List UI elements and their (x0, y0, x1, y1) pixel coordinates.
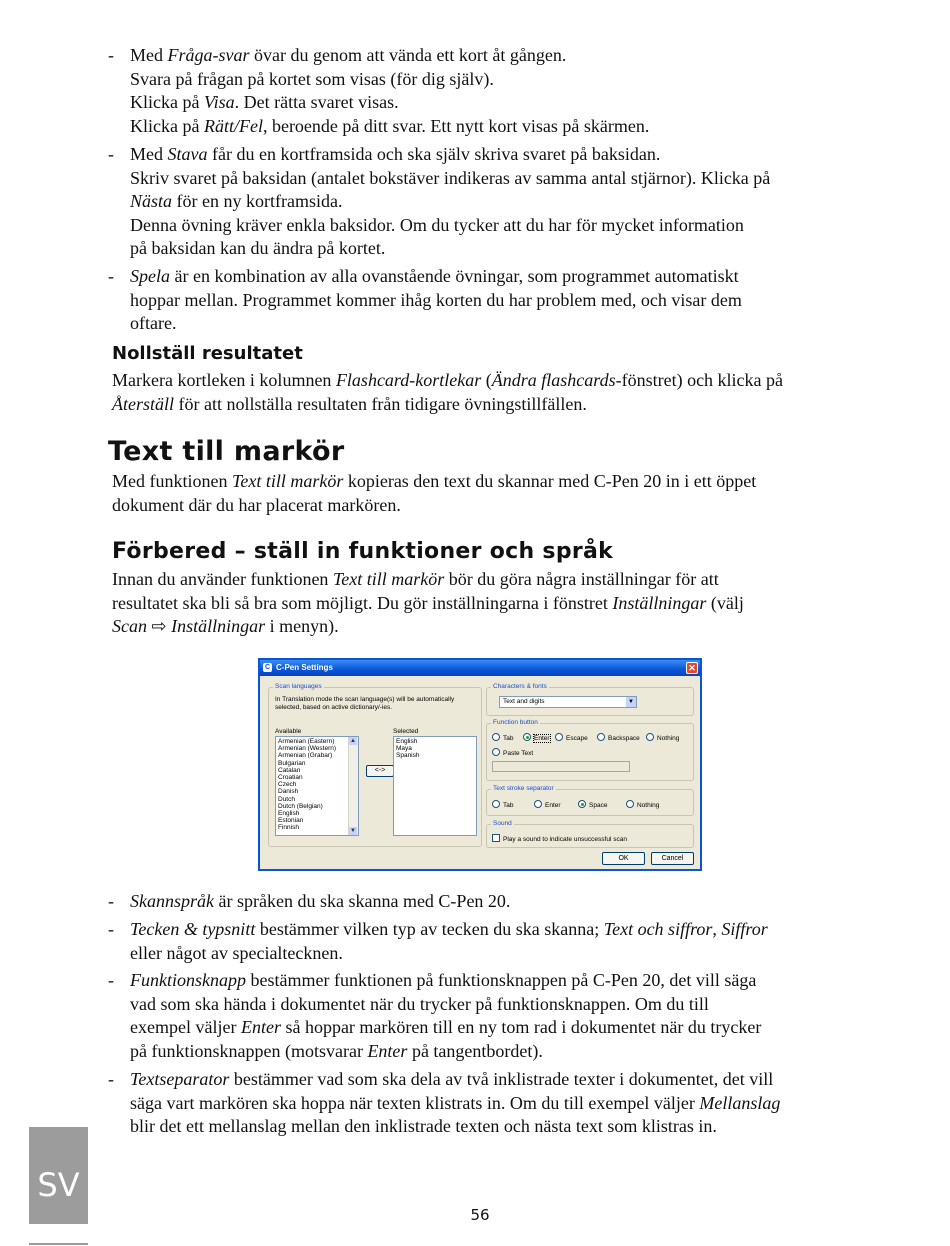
available-languages-list[interactable] (275, 736, 359, 836)
text-line (112, 568, 852, 592)
swap-languages-button[interactable]: <-> (366, 765, 394, 777)
text-run: (välj (706, 592, 744, 613)
radio-circle-icon (492, 748, 500, 756)
text-line (130, 167, 848, 191)
emphasized-term: Enter (240, 1017, 281, 1037)
radio-label: Nothing (637, 802, 660, 809)
text-run: Skriv svaret på baksidan (antalet bokstäver indikeras av samma antal stjärnor). Klicka på (130, 167, 771, 188)
dialog-titlebar (260, 660, 700, 676)
emphasized-term: Textseparator (130, 1069, 230, 1089)
text-line (112, 615, 852, 639)
text-line (130, 237, 848, 261)
sound-checkbox-label: Play a sound to indicate unsuccessful scan (503, 836, 627, 843)
bullet-dash: - (108, 45, 114, 65)
radio-circle-icon (492, 733, 500, 741)
text-run: resultatet ska bli så bra som möjligt. Du gör inställningarna i fönstret (112, 592, 613, 613)
radio-label: Enter (534, 735, 550, 742)
text-line (130, 993, 848, 1017)
text-line (112, 592, 852, 616)
text-line (130, 1115, 848, 1139)
text-run: hoppar mellan. Programmet kommer ihåg korten du har problem med, och visar dem (130, 289, 742, 310)
emphasized-term: Scan (112, 616, 147, 636)
radio-paste-text-label: Paste Text (503, 750, 534, 757)
text-line (130, 44, 848, 68)
text-run: Med funktionen (112, 471, 232, 491)
radio-label: Escape (566, 735, 588, 742)
language-list-item[interactable]: Dutch (278, 795, 295, 803)
bullet-text (130, 265, 848, 336)
language-list-item[interactable]: English (278, 810, 300, 818)
text-line (130, 312, 848, 336)
emphasized-term: Skannspråk (130, 891, 214, 911)
available-label: Available (275, 728, 302, 735)
bullet-item-textseparator (108, 1068, 848, 1139)
text-line (130, 890, 848, 914)
emphasized-term: Spela (130, 266, 170, 286)
bullet-dash: - (108, 144, 114, 164)
text-line (112, 369, 852, 393)
emphasized-term: Text till markör (332, 569, 445, 589)
characters-select[interactable] (499, 696, 637, 708)
language-tab-label: SV (37, 1166, 80, 1204)
radio-enter[interactable] (523, 733, 550, 743)
text-line (112, 470, 852, 494)
language-list-item[interactable]: Armenian (Grabar) (278, 752, 333, 760)
sound-checkbox[interactable] (492, 834, 627, 844)
emphasized-term: Text och siffror (603, 919, 713, 939)
text-run: Markera kortleken i kolumnen (112, 370, 336, 390)
scan-info-text: In Translation mode the scan language(s) will be automatically selected, based on active dictionary/-ies. (275, 696, 455, 711)
text-run: får du en kortframsida och ska själv skriva svaret på baksidan. (207, 144, 661, 164)
emphasized-term: Stava (167, 144, 208, 164)
radio-circle-icon (523, 733, 531, 741)
bullet-dash: - (108, 919, 114, 939)
settings-dialog (258, 658, 702, 871)
text-run: Med (130, 144, 168, 164)
paragraph-prepare (112, 568, 852, 639)
text-run: bestämmer vad som ska dela av två inklistrade texter i dokumentet, det vill (229, 1069, 774, 1089)
scan-languages-legend: Scan languages (275, 683, 322, 690)
text-run: Denna övning kräver enkla baksidor. Om du tycker att du har för mycket information (130, 214, 744, 235)
text-run: vad som ska hända i dokumentet när du trycker på funktionsknappen. Om du till (130, 993, 709, 1014)
radio-circle-icon (626, 800, 634, 808)
language-list-item[interactable]: Catalan (278, 766, 301, 774)
text-line (130, 1068, 848, 1092)
close-icon[interactable]: ✕ (686, 662, 698, 674)
emphasized-term: Enter (367, 1040, 408, 1061)
language-list-item[interactable]: Estonian (278, 817, 304, 825)
text-run: dokument där du har placerat markören. (112, 494, 401, 515)
text-line (130, 91, 848, 115)
emphasized-term: Mellanslag (699, 1092, 781, 1113)
text-run: bör du göra några inställningar för att (444, 569, 719, 589)
radio-circle-icon (492, 800, 500, 808)
text-run: oftare. (130, 313, 177, 333)
language-list-item[interactable]: Czech (278, 781, 297, 789)
function-button-group (486, 719, 694, 781)
chevron-down-icon[interactable]: ▼ (626, 697, 636, 707)
text-run: Innan du använder funktionen (112, 569, 333, 589)
selected-label: Selected (393, 728, 419, 735)
bullet-item-skannsprak (108, 890, 848, 914)
text-line (130, 969, 848, 993)
text-line (130, 1040, 848, 1064)
text-run: bestämmer vilken typ av tecken du ska skanna; (255, 919, 604, 939)
bullet-text (130, 1068, 848, 1139)
emphasized-term: Text till markör (231, 471, 344, 491)
text-run: så hoppar markören till en ny tom rad i dokumentet när du trycker (280, 1017, 762, 1037)
language-list-item[interactable]: Danish (278, 788, 299, 796)
language-list-item[interactable]: Croatian (278, 774, 303, 782)
text-run: för att nollställa resultaten från tidigare övningstillfällen. (174, 393, 587, 414)
text-separator-legend: Text stroke separator (493, 785, 554, 792)
radio-label: Tab (503, 735, 514, 742)
text-line (130, 68, 848, 92)
bullet-dash: - (108, 1069, 114, 1089)
emphasized-term: Tecken & typsnitt (130, 919, 256, 939)
text-line (112, 393, 852, 417)
paste-text-field[interactable] (492, 761, 630, 772)
radio-backspace[interactable] (597, 733, 640, 743)
language-list-item[interactable]: Spanish (396, 752, 420, 760)
cancel-button[interactable]: Cancel (651, 852, 694, 865)
function-button-legend: Function button (493, 719, 538, 726)
emphasized-term: Funktionsknapp (130, 970, 246, 990)
text-run: -fönstret) och klicka på (615, 370, 784, 390)
text-run: eller något av specialtecknen. (130, 942, 343, 963)
text-run: , beroende på ditt svar. Ett nytt kort visas på skärmen. (262, 115, 650, 136)
text-run: kopieras den text du skannar med C-Pen 20 in i ett öppet (343, 471, 757, 491)
text-line (130, 190, 848, 214)
bullet-item-funktionsknapp (108, 969, 848, 1063)
heading-reset-results: Nollställ resultatet (112, 343, 303, 364)
dialog-title: C-Pen Settings (276, 663, 333, 672)
bullet-text (130, 143, 848, 261)
radio-nothing[interactable] (646, 733, 679, 743)
text-line (130, 214, 848, 238)
emphasized-term: Inställningar (612, 592, 707, 613)
emphasized-term: Flashcard-kortlekar (335, 370, 482, 390)
radio-label: Nothing (657, 735, 680, 742)
text-run: på funktionsknappen (motsvarar (130, 1040, 368, 1061)
language-list-item[interactable]: Armenian (Western) (278, 745, 337, 753)
text-run: i menyn). (265, 616, 339, 636)
bullet-text (130, 969, 848, 1063)
checkbox-icon (492, 834, 500, 842)
app-icon: C (264, 664, 271, 671)
emphasized-term: Inställningar (171, 616, 266, 636)
text-line (130, 143, 848, 167)
characters-fonts-legend: Characters & fonts (493, 683, 547, 690)
radio-tab[interactable] (492, 733, 513, 743)
language-tab-underline (29, 1243, 88, 1245)
emphasized-term: Nästa (130, 191, 173, 211)
text-run: exempel väljer (130, 1017, 241, 1037)
emphasized-term: Rätt/Fel (203, 115, 263, 136)
language-list-item[interactable]: English (396, 738, 418, 745)
text-line (130, 289, 848, 313)
scroll-up-icon[interactable]: ▲ (350, 738, 356, 744)
text-run: är en kombination av alla ovanstående övningar, som programmet automatiskt (170, 266, 739, 286)
text-line (112, 494, 852, 518)
emphasized-term: Återställ (112, 393, 174, 414)
radio-label: Space (589, 802, 608, 809)
page-number: 56 (470, 1206, 490, 1224)
radio-circle-icon (646, 733, 654, 741)
radio-enter[interactable] (534, 800, 561, 810)
radio-label: Backspace (608, 735, 640, 742)
text-run: är språken du ska skanna med C-Pen 20. (214, 891, 511, 911)
text-line (130, 1092, 848, 1116)
emphasized-term: Fråga-svar (167, 45, 250, 65)
emphasized-term: Siffror (721, 919, 768, 939)
radio-circle-icon (555, 733, 563, 741)
text-run: på baksidan kan du ändra på kortet. (130, 238, 386, 258)
radio-label: Enter (545, 802, 561, 809)
text-run: . Det rätta svaret visas. (234, 92, 399, 112)
text-line (130, 265, 848, 289)
bullet-text (130, 918, 848, 965)
bullet-dash: - (108, 891, 114, 911)
text-run: Med (130, 45, 168, 65)
available-scrollbar[interactable] (348, 737, 358, 835)
radio-paste-text[interactable] (492, 748, 533, 758)
text-run: Svara på frågan på kortet som visas (för dig själv). (130, 68, 494, 89)
heading-prepare: Förbered – ställ in funktioner och språk (112, 539, 614, 564)
bullet-dash: - (108, 266, 114, 286)
text-run: bestämmer funktionen på funktionsknappen på C-Pen 20, det vill säga (245, 970, 757, 990)
emphasized-term: Ändra flashcards (491, 370, 616, 390)
bullet-item-stava (108, 143, 848, 261)
radio-circle-icon (578, 800, 586, 808)
text-run: blir det ett mellanslag mellan den inklistrade texten och nästa text som klistras in. (130, 1116, 717, 1136)
text-run: Klicka på (130, 115, 204, 136)
selected-languages-list[interactable] (393, 736, 477, 836)
bullet-item-fraga-svar (108, 44, 848, 138)
radio-escape[interactable] (555, 733, 588, 743)
bullet-text (130, 890, 848, 914)
language-list-item[interactable]: Maya (396, 745, 412, 753)
language-list-item[interactable]: Armenian (Eastern) (278, 738, 335, 745)
radio-label: Tab (503, 802, 514, 809)
text-run: för en ny kortframsida. (172, 191, 343, 211)
language-list-item[interactable]: Bulgarian (278, 759, 306, 767)
text-run: på tangentbordet). (407, 1040, 543, 1061)
section-title: Text till markör (108, 436, 345, 467)
text-separator-group (486, 785, 694, 816)
sound-legend: Sound (493, 820, 512, 827)
radio-nothing[interactable] (626, 800, 659, 810)
text-run: ( (481, 370, 492, 390)
text-run: ⇨ (147, 616, 172, 636)
characters-fonts-group (486, 683, 694, 716)
language-list-item[interactable]: Finnish (278, 824, 299, 832)
radio-circle-icon (597, 733, 605, 741)
text-line (130, 115, 848, 139)
radio-tab[interactable] (492, 800, 513, 810)
paragraph-reset (112, 369, 852, 416)
characters-select-value: Text and digits (503, 698, 545, 705)
radio-space[interactable] (578, 800, 607, 810)
text-run: säga vart markören ska hoppa när texten klistrats in. Om du till exempel väljer (130, 1092, 700, 1113)
text-run: Klicka på (130, 92, 204, 112)
scan-languages-group (268, 683, 482, 847)
text-run: övar du genom att vända ett kort åt gången. (249, 45, 567, 65)
bullet-item-tecken (108, 918, 848, 965)
text-line (130, 1016, 848, 1040)
scroll-down-icon[interactable]: ▼ (350, 828, 356, 834)
bullet-dash: - (108, 970, 114, 990)
ok-button[interactable]: OK (602, 852, 645, 865)
sound-group (486, 820, 694, 848)
emphasized-term: Visa (203, 92, 235, 112)
bullet-item-spela (108, 265, 848, 336)
text-line (130, 918, 848, 942)
text-run: , (712, 919, 722, 939)
bullet-text (130, 44, 848, 138)
text-line (130, 942, 848, 966)
radio-circle-icon (534, 800, 542, 808)
paragraph-section-intro (112, 470, 852, 517)
language-list-item[interactable]: Dutch (Belgian) (278, 802, 323, 810)
